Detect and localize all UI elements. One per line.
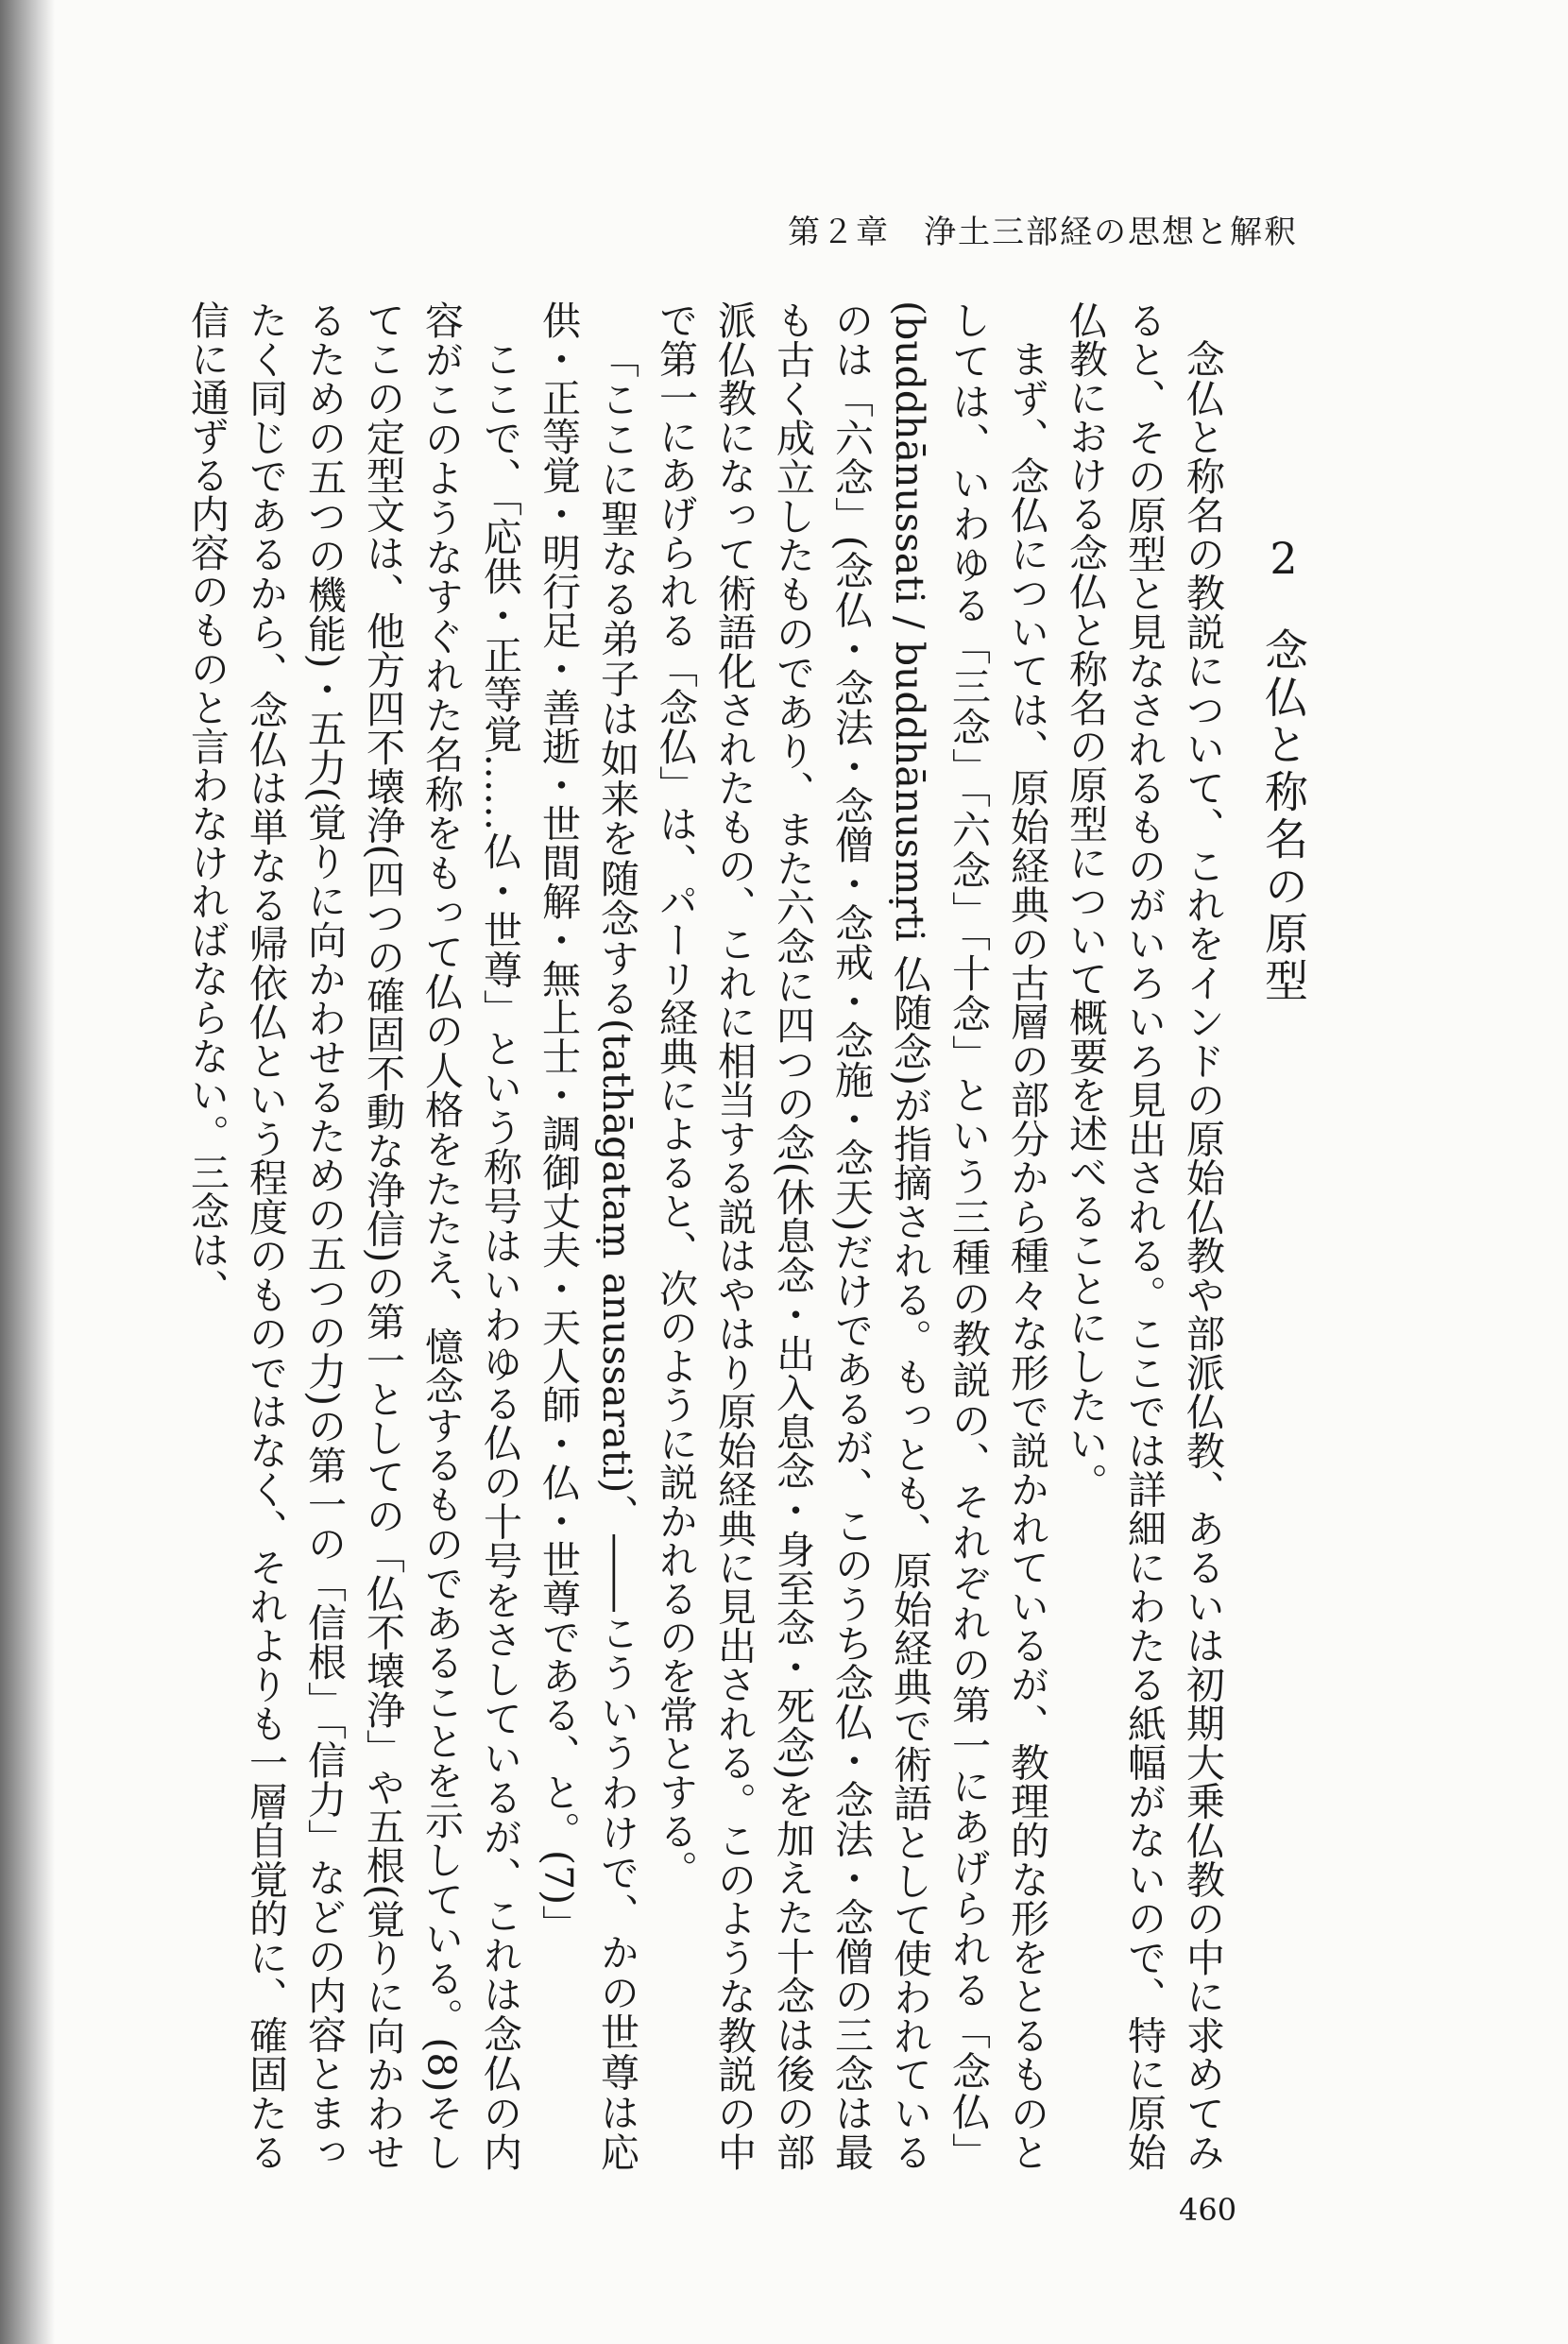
running-head: 第２章 浄土三部経の思想と解釈 [788, 214, 1298, 251]
section-heading [1254, 300, 1313, 2171]
quotation: 「ここに聖なる弟子は如来を随念する(tathāgataṃ anussarati)、――こういうわけで、かの世尊は応供・正等覚・明行足・善逝・世間解・無上士・調御丈夫・天人師・仏・世尊である、と。(7)」 [536, 300, 639, 2171]
scan-spine-shadow [0, 0, 55, 2344]
paragraph-ten-epithets: ここで、「応供・正等覚……仏・世尊」という称号はいわゆる仏の十号をさしているが、これは念仏の内容がこのようなすぐれた名称をもって仏の人格をたたえ、憶念するものであることを示している。(8)そしてこの定型文は、他方四不壊浄(四つの確固不動な浄信)の第一としての「仏不壊浄」や五根(覚りに向かわせるための五つの機能)・五力(覚りに向かわせるための五つの力)の第一の「信根」「信力」などの内容とまったく同じであるから、念仏は単なる帰依仏という程度のものではなく、それよりも一層自覚的に、確固たる信に通ずる内容のものと言わなければならない。三念は、 [184, 300, 522, 2171]
main-text-block [179, 300, 1313, 2171]
section-number: 2 [1270, 537, 1298, 580]
page-number: 460 [1179, 2192, 1237, 2228]
paragraph-nembutsu: まず、念仏については、原始経典の古層の部分から種々な形で説かれているが、教理的な形をとるものとしては、いわゆる「三念」「六念」「十念」という三種の教説の、それぞれの第一にあげられる「念仏」(buddhānussati / buddhānusmṛti 仏随念)が指摘される。もっとも、原始経典で術語として使われているのは「六念」(念仏・念法・念僧・念戒・念施・念天)だけであるが、このうち念仏・念法・念僧の三念は最も古く成立したものであり、また六念に四つの念(休息念・出入息念・身至念・死念)を加えた十念は後の部派仏教になって術語化されたもの、これに相当する説はやはり原始経典に見出される。このような教説の中で第一にあげられる「念仏」は、パーリ経典によると、次のように説かれるのを常とする。 [653, 300, 1049, 2171]
paragraph-intro: 念仏と称名の教説について、これをインドの原始仏教や部派仏教、あるいは初期大乗仏教の中に求めてみると、その原型と見なされるものがいろいろ見出される。ここでは詳細にわたる紙幅がないので、特に原始仏教における念仏と称名の原型について概要を述べることにしたい。 [1063, 300, 1225, 2171]
section-title: 念仏と称名の原型 [1258, 627, 1309, 1005]
